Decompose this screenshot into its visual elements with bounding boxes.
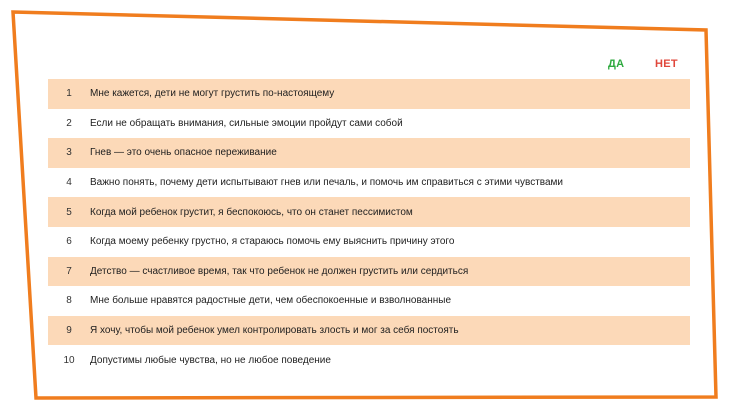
statement-text: Мне больше нравятся радостные дети, чем обеспокоенные и взволнованные [90,295,452,307]
statement-text: Когда мой ребенок грустит, я беспокоюсь, что он станет пессимистом [90,206,413,218]
statement-row [48,109,690,139]
statement-text: Мне кажется, дети не могут грустить по-настоящему [90,88,335,100]
yes-column-header: ДА [608,58,625,70]
statement-number: 9 [66,325,72,337]
statement-row [48,286,690,316]
statement-number: 10 [63,354,75,366]
statement-row [48,316,690,346]
statement-text: Когда моему ребенку грустно, я стараюсь помочь ему выяснить причину этого [90,236,455,248]
statement-number: 3 [66,147,72,159]
statement-text: Гнев — это очень опасное переживание [90,147,277,159]
statement-text: Допустимы любые чувства, но не любое поведение [90,354,331,366]
statement-text: Если не обращать внимания, сильные эмоции пройдут сами собой [90,117,403,129]
statement-number: 6 [66,236,72,248]
statement-number: 5 [66,206,72,218]
statement-number: 4 [66,177,72,189]
statement-number: 7 [66,265,72,277]
statement-text: Важно понять, почему дети испытывают гнев или печаль, и помочь им справиться с этими чувствами [90,177,564,189]
statement-row [48,257,690,287]
no-column-header: НЕТ [655,58,678,70]
statement-text: Я хочу, чтобы мой ребенок умел контролировать злость и мог за себя постоять [90,325,459,337]
statement-number: 1 [66,88,72,100]
statement-row [48,79,690,109]
statement-row [48,138,690,168]
statement-row [48,227,690,257]
statement-text: Детство — счастливое время, так что ребенок не должен грустить или сердиться [90,265,469,277]
statement-row [48,197,690,227]
statement-row [48,345,690,375]
statements-list [48,79,690,375]
statement-number: 2 [66,117,72,129]
statement-row [48,168,690,198]
statement-number: 8 [66,295,72,307]
